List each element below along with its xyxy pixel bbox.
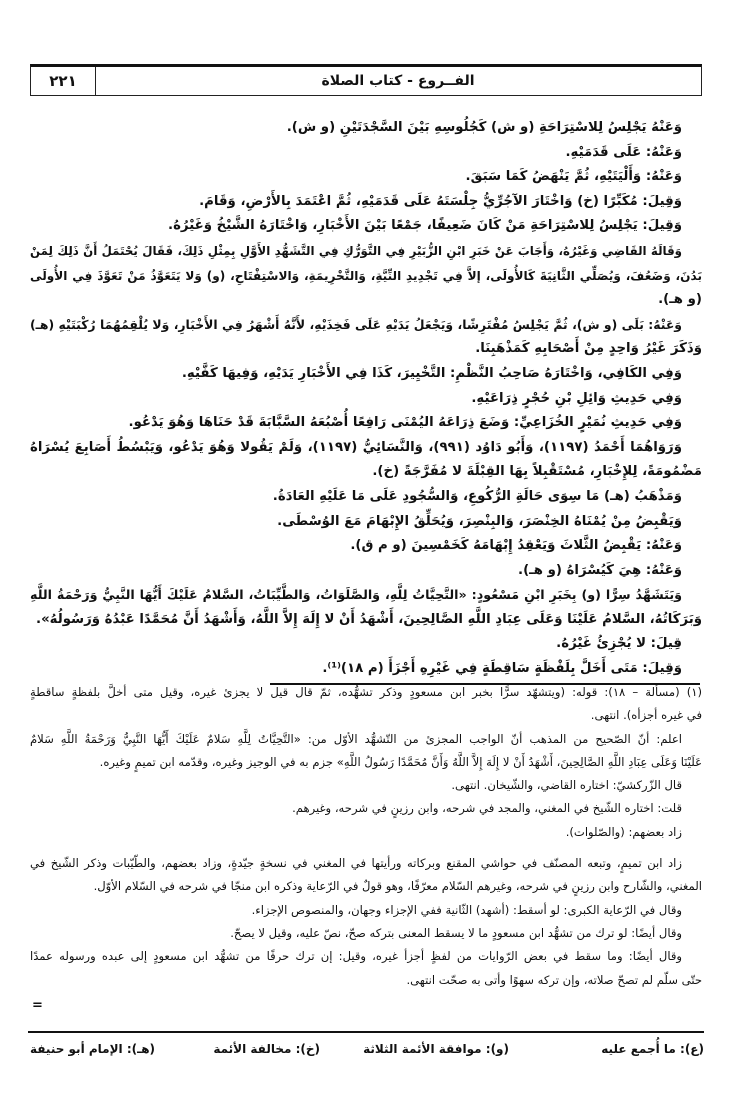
paragraph: [30, 313, 702, 362]
footnote-paragraph: [30, 852, 702, 899]
text-line: وَيَقْبِضُ مِنْ يُمْنَاهُ الخِنْصَرَ، وَالبِنْصِرَ، وَيُحَلِّقُ الإِبْهَامَ مَعَ الوُسْطَى.: [277, 513, 682, 529]
continuation-mark: =: [32, 998, 43, 1013]
text-line: وَعَنْهُ: يَقْبِضُ الثَّلاثَ وَيَعْقِدُ إِبْهَامَهُ كَخَمْسِينَ (و م ق).: [350, 538, 682, 554]
paragraph: [30, 632, 702, 657]
paragraph: [30, 559, 702, 584]
running-header: [30, 64, 702, 96]
paragraph: [30, 116, 702, 141]
paragraph: [30, 485, 702, 510]
text-line: مَضْمُومَةً، لِلإِخْبَارِ، مُسْتَقْبِلاً بِهَا القِبْلَةَ لا مُفَرَّجَةً (خ).: [372, 464, 702, 480]
legend-agree: (و): موافقة الأئمة الثلاثة: [363, 1042, 509, 1056]
text-line: زاد ابن تميمٍ، وتبعه المصنّف في حواشي المقنع وبركاته ورأيتها في المغني في نسخةٍ جيّدةٍ، وزاد بعضهم، والطّيّبات وذكر الشّيخ في: [30, 856, 682, 871]
text-line: وقال في الرّعاية الكبرى: لو أسقط: (أشهد) الثّانية ففي الإجزاء وجهان، والمنصوص الإجزاء.: [251, 902, 682, 917]
footnote-paragraph: [30, 945, 702, 992]
text-line: وَعَنْهُ: هِيَ كَيُسْرَاهُ (و هـ).: [518, 562, 682, 578]
footnote-paragraph: [30, 774, 702, 797]
running-title: الفــروع - كتاب الصلاة: [321, 73, 475, 89]
text-line: وقال أيضًا: وما سقط في بعض الرّوايات من لفظٍ أجزأ غيره، وقيل: إن ترك حرفًا من تشهُّد ابن مسعودٍ إلى عبده ورسوله عمدًا: [30, 949, 682, 964]
paragraph: [30, 141, 702, 166]
text-line: وَعَنْهُ: بَلَى (و ش)، ثُمَّ يَجْلِسُ مُفْتَرِشًا، وَيَجْعَلُ يَدَيْهِ عَلَى فَخِذَيْهِ، لأَنَّهُ أَشْهَرُ فِي الأَخْبَارِ، وَلا يُلْقِمُهُمَا رُكْبَتَيْهِ (هـ): [30, 316, 682, 332]
paragraph: [30, 190, 702, 215]
paragraph: [30, 165, 702, 190]
paragraph: [30, 214, 702, 239]
text-line: وَعَنْهُ: عَلَى قَدَمَيْهِ.: [565, 144, 682, 160]
text-line: وَعَنْهُ: وَأَلْيَتَيْهِ، ثُمَّ يَنْهَضُ كَمَا سَبَقَ.: [465, 169, 682, 185]
paragraph: [30, 657, 702, 682]
text-line: اعلم: أنّ الصّحيح من المذهب أنّ الواجب المجزئ من التّشهُّد الأوّل من: «التَّحِيَّاتُ لِلَّهِ سَلامٌ عَلَيْكَ أَيُّهَا النَّبِيُّ وَرَحْمَةُ اللَّهِ سَلامٌ: [30, 731, 682, 746]
text-line: وَفِي حَدِيثِ نُمَيْرٍ الخُزَاعِيِّ: وَضَعَ ذِرَاعَهُ اليُمْنَى رَافِعًا أُصْبُعَهُ السَّبَّابَةَ قَدْ حَنَاهَا وَهُوَ يَدْعُو.: [128, 415, 682, 431]
text-line: قِيلَ: لا يُجْزِئُ غَيْرُهُ.: [556, 636, 682, 652]
text-line: (و هـ).: [658, 292, 702, 308]
paragraph: [30, 436, 702, 485]
text-line: وقال أيضًا: لو ترك من تشهُّد ابن مسعودٍ ما لا يسقط المعنى بتركه صحّ، نصّ عليه، وقيل لا يصحّ.: [230, 925, 682, 940]
footnote-paragraph: [30, 922, 702, 945]
text-line: بَدُنَ، وَضَعُفَ، وَيُصَلِّي الثَّانِيَةَ كَالأُولَى، إلاَّ فِي تَجْدِيدِ النِّيَّةِ، وَالتَّحْرِيمَةِ، وَالاسْتِفْتَاحِ، (و) وَلا يَتَعَوَّذُ مَنْ تَعَوَّذَ فِي الأُولَى: [30, 268, 702, 283]
page-number: ٢٢١: [31, 67, 96, 95]
paragraph: [30, 239, 702, 313]
footnotes: [30, 681, 702, 992]
text-line: وَعَنْهُ يَجْلِسُ لِلاسْتِرَاحَةِ (و ش) كَجُلُوسِهِ بَيْنَ السَّجْدَتَيْنِ (و ش).: [286, 120, 682, 135]
text-line: وَذَكَرَ غَيْرُ وَاحِدٍ مِنْ أَصْحَابِهِ كَمَذْهَبِنَا.: [475, 341, 702, 357]
text-line: المغني، والشّارح وابن رزينٍ في شرحه، وغيرهم السّلام معرّفًا، وهو قولٌ في الرّعاية وذكره ابن منجّا في شرحه في السّلام الأوّل.: [93, 879, 702, 894]
text-line: قال الزّركشيّ: اختاره القاضي، والشّيخان. انتهى.: [451, 778, 682, 793]
text-line: حتّى سلّم لم تصحّ صلاته، وإن تركه سهوًا وأتى به صحّت انتهى.: [406, 972, 702, 987]
paragraph: [30, 411, 702, 436]
text-line: وَقِيلَ: مَتَى أَخَلَّ بِلَفْظَةٍ سَاقِطَةٍ فِي غَيْرِهِ أَجْزَأَ (م ١٨)⁽¹⁾.: [322, 661, 682, 677]
footnote-paragraph: [30, 899, 702, 922]
legend-ijma: (ع): ما أُجمع عليه: [601, 1042, 704, 1056]
text-line: قلت: اختاره الشّيخ في المغني، والمجد في شرحه، وابن رزينٍ في شرحه، وغيرهم.: [292, 801, 682, 816]
main-text: [30, 116, 702, 682]
text-line: عَلَيْنَا وَعَلَى عِبَادِ اللَّهِ الصَّالِحِينَ، أَشْهَدُ أَنْ لا إِلَهَ إِلاَّ اللَّهُ وَأَنَّ مُحَمَّدًا رَسُولُ اللَّهِ» جزم به في الوجيز وغيره، وقدّمه ابن تميمٍ وغيره.: [99, 754, 702, 769]
footnote-paragraph: [30, 797, 702, 820]
text-line: وَيَتَشَهَّدُ سِرًّا (و) بِخَبَرِ ابْنِ مَسْعُودٍ: «التَّحِيَّاتُ لِلَّهِ، وَالصَّلَوَاتُ، وَالطَّيِّبَاتُ، السَّلامُ عَلَيْكَ أَيُّهَا النَّبِيُّ وَرَحْمَةُ اللَّهِ: [30, 587, 682, 603]
footnote-paragraph: [30, 728, 702, 775]
text-line: وَقِيلَ: يَجْلِسُ لِلاسْتِرَاحَةِ مَنْ كَانَ ضَعِيفًا، جَمْعًا بَيْنَ الأَخْبَارِ، وَاخْتَارَهُ الشَّيْخُ وَغَيْرُهُ.: [168, 218, 682, 234]
paragraph: [30, 534, 702, 559]
footnote-paragraph: [30, 681, 702, 728]
text-line: وَقَالَهُ القَاضِي وَغَيْرُهُ، وَأَجَابَ عَنْ خَبَرِ ابْنِ الزُّبَيْرِ فِي التَّوَرُّكِ فِي التَّشَهُّدِ الأَوَّلِ بِمِثْلِ ذَلِكَ، فَقَالَ يُحْتَمَلُ أَنَّ ذَلِكَ لِمَنْ: [30, 243, 682, 258]
legend-hanifa: (هـ): الإمام أبو حنيفة: [30, 1042, 156, 1056]
paragraph: [30, 510, 702, 535]
text-line: وَقِيلَ: مُكَبِّرًا (خ) وَاخْتَارَ الآجُرِّيُّ جِلْسَتَهُ عَلَى قَدَمَيْهِ، ثُمَّ اعْتَمَدَ بِالأَرْضِ، وَقَامَ.: [199, 193, 682, 209]
text-line: في غيره أجزأه). انتهى.: [590, 708, 702, 723]
paragraph: [30, 362, 702, 387]
footnote-paragraph: [30, 821, 702, 844]
text-line: وَفِي الكَافِي، وَاخْتَارَهُ صَاحِبُ النَّظْمِ: التَّخْيِيرَ، كَذَا فِي الأَخْبَارِ يَدَيْهِ، وَفِيهَا كَفَّيْهِ.: [181, 365, 682, 381]
text-line: وَبَرَكَاتُهُ، السَّلامُ عَلَيْنَا وَعَلَى عِبَادِ اللَّهِ الصَّالِحِينَ، أَشْهَدُ أَنْ لا إِلَهَ إِلاَّ اللَّهُ، وَأَشْهَدُ أَنَّ مُحَمَّدًا عَبْدُهُ وَرَسُولُهُ».: [36, 611, 702, 627]
legend-differ: (خ): مخالفة الأئمة: [213, 1042, 320, 1056]
text-line: وَرَوَاهُمَا أَحْمَدُ (١١٩٧)، وَأَبُو دَاوُد (٩٩١)، وَالنَّسَائِيُّ (١١٩٧)، وَلَمْ يَقُولا وَهُوَ يَدْعُو، وَيَبْسُطُ أَصَابِعَ يُسْرَاهُ: [30, 439, 682, 455]
paragraph: [30, 387, 702, 412]
legend-rule: [28, 1031, 704, 1033]
text-line: وَفِي حَدِيثِ وَائِلِ بْنِ حُجْرٍ ذِرَاعَيْهِ.: [471, 390, 682, 406]
text-line: وَمَذْهَبُ (هـ) مَا سِوَى حَالَةِ الرُّكُوعِ، وَالسُّجُودِ عَلَى مَا عَلَيْهِ العَادَةُ.: [272, 488, 682, 504]
paragraph: [30, 583, 702, 632]
text-line: زاد بعضهم: (والصّلوات).: [565, 824, 682, 839]
text-line: (١) (مسألة – ١٨): قوله: (ويتشهّد سرًّا بخبر ابن مسعودٍ وذكر تشهُّده، ثمّ قال قيل لا يجزئ غيره، وقيل متى أخلَّ بلفظةٍ ساقطةٍ: [30, 685, 702, 699]
